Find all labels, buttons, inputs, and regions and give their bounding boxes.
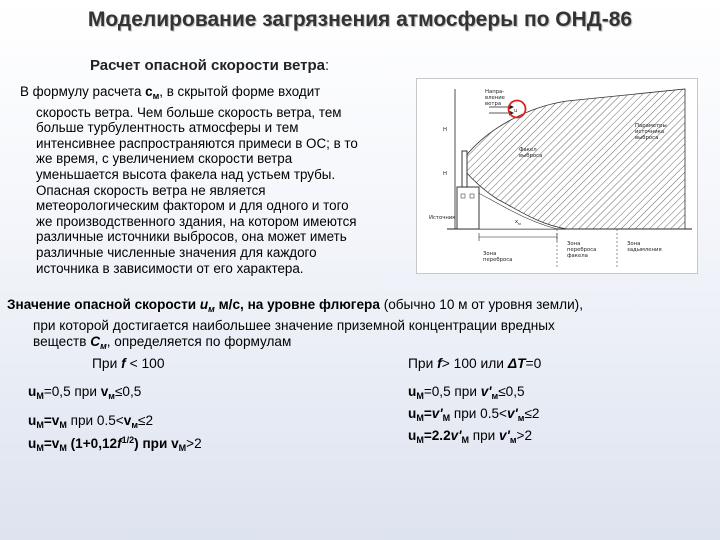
condition-right [408,356,541,371]
cond-text: < 100 [129,356,165,371]
f-text: ≤0,5 [498,384,525,399]
zone-label: Зона [567,241,581,247]
f-sym: u [408,384,417,399]
f-text: >2 [186,436,202,451]
zone-label: Зона [627,241,641,247]
condition-left [92,356,165,371]
f-sub: М [36,420,44,430]
cond-text: При [92,356,118,371]
f-sub: м [509,435,517,445]
f-text: = [43,436,52,451]
f-text: = [43,413,52,428]
f-text: при [472,428,496,443]
f-text: =0,5 при [43,384,97,399]
f-sym: v [51,413,60,428]
f-sub: м [108,391,115,401]
paragraph-line: скорость ветра. Чем больше скорость ветра, тем [36,104,342,120]
subtitle-colon: : [325,57,330,74]
f-text: =0,5 при [423,384,477,399]
f-text: >2 [516,428,532,443]
f-sub: М [442,413,451,423]
params-label: выброса [635,135,659,141]
um-letter: u [199,297,209,312]
f-sub: М [416,413,424,423]
f-sym: v [171,436,179,451]
paragraph-line: Опасная скорость ветра не является [36,182,266,198]
f-sym: v [123,413,132,428]
plume-label: выброса [519,153,543,159]
main-bold-unit: м/с, на уровне флюгера [218,297,380,312]
f-text: ) при [134,436,168,451]
paragraph-line: же время, с увеличением скорости ветра [36,151,293,167]
main-paragraph [7,297,715,355]
main-line [7,334,715,355]
f-sub: м [491,391,499,401]
paragraph-line [20,84,440,105]
f-sym: v' [431,406,443,421]
paragraph-line-text: В формулу расчета [20,84,142,99]
height-label: Н [443,171,447,177]
building [457,187,479,229]
subtitle-text: Расчет опасной скорости ветра [90,57,326,74]
f-sym: u [28,436,37,451]
f-sub: м [131,420,138,430]
f-sub: М [36,391,44,401]
height-label: Н [443,127,447,133]
paragraph-line: метеорологическим фактором и для одного и того [36,198,349,214]
main-bold-text: Значение опасной скорости [7,297,197,312]
zone-label: задымления [627,247,662,253]
wind-dir-label: ветра [485,101,502,107]
um-sub: м [208,304,215,314]
wind-speed-label: u [514,108,518,114]
f-text: =2.2 [423,428,451,443]
cm-concentration [90,334,107,349]
f-sym: v' [450,428,462,443]
f-sub: М [461,435,469,445]
cond-text: При [408,356,434,371]
paragraph-line: различные источники выбросов, она может иметь [36,229,347,245]
f-sym: v' [499,428,510,443]
cm-symbol [145,84,159,99]
plume-label: Факел [519,147,537,153]
formula-left-2 [28,413,153,430]
stack [462,151,467,187]
f-text: = [423,406,432,421]
params-label: Параметры [635,123,667,129]
f-sym: v' [506,406,518,421]
f-text: при 0.5< [70,413,124,428]
cond-var: f [121,356,126,371]
zone-label: факела [567,253,588,259]
plume-diagram-svg [417,79,697,273]
f-sup: 1/2 [121,435,135,445]
paragraph-line: больше турбулентность атмосферы и тем [36,120,299,136]
f-text: ≤2 [524,406,540,421]
wind-dir-label: Напра- [485,89,505,95]
zone-label: переброса [483,257,513,263]
cm-letter: С [90,334,101,349]
plume-diagram [416,78,698,274]
source-label: Источник [429,215,456,221]
cm-sub: м [100,341,107,351]
cm-sub: м [152,91,160,101]
f-sub: М [178,443,187,453]
f-sub: М [36,443,44,453]
f-sym: u [408,406,417,421]
f-sub: М [416,435,424,445]
f-sym: v [51,436,60,451]
f-sym: v' [480,384,492,399]
f-sub: м [517,413,525,423]
cm-letter: c [145,84,153,99]
paragraph-line-rest: , в скрытой форме входит [159,84,321,99]
f-sub: М [59,420,67,430]
xm-sub: м [518,221,521,226]
formula-left-3 [28,435,202,453]
paragraph-line: же производственного здания, на котором имеются [36,213,357,229]
formula-right-2 [408,406,539,423]
wind-dir-label: вление [485,95,505,101]
f-sym: f [117,436,122,451]
main-text: , определяется по формулам [106,334,292,349]
main-line-rest: (обычно 10 м от уровня земли), [383,297,583,312]
f-text: (1+0,12 [70,436,118,451]
f-text: при 0.5< [453,406,507,421]
cond-text: =0 [525,356,542,371]
main-line [7,297,715,318]
formula-right-1 [408,384,525,401]
f-sub: М [59,443,67,453]
cond-text: > 100 или [441,356,504,371]
f-sym: u [408,428,417,443]
slide-subtitle [90,57,329,74]
formula-left-1 [28,384,141,401]
f-text: ≤0,5 [114,384,142,399]
cond-delta: ΔT [507,356,526,371]
paragraph-line: интенсивнее распространяются примеси в ОС; в то [36,135,358,151]
main-line: при которой достигается наибольшее значение приземной концентрации вредных [33,317,555,333]
zone-label: Зона [483,251,497,257]
paragraph-line: уменьшается высота факела над устьем трубы. [36,166,336,182]
paragraph-line: источника в зависимости от его характера. [36,260,304,276]
explanation-paragraph [20,84,440,276]
f-sym: u [28,413,37,428]
f-sym: u [28,384,37,399]
paragraph-line: различные численные значения для каждого [36,244,317,260]
xm-label: x [515,219,519,225]
slide-title: Моделирование загрязнения атмосферы по ОНД-86 [87,8,633,31]
main-text: веществ [33,334,87,349]
zone-label: переброса [567,247,597,253]
f-sub: М [416,391,424,401]
params-label: источника [635,129,665,135]
f-text: ≤2 [137,413,154,428]
f-sym: v [100,384,109,399]
formula-right-3 [408,428,532,445]
um-symbol [200,297,215,312]
cond-var: f [437,356,442,371]
